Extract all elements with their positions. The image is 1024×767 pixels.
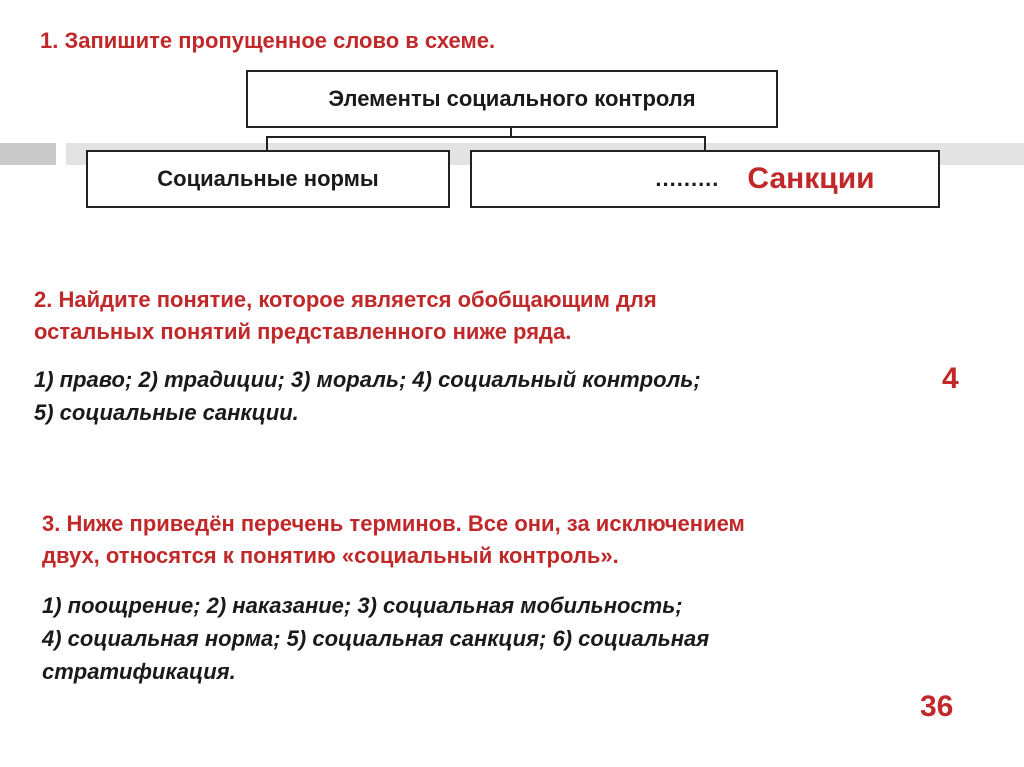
diagram-answer: Санкции [747,162,875,195]
diagram-blank: ......... [655,166,720,191]
question-3-title-line-1: 3. Ниже приведён перечень терминов. Все они, за исключением [42,511,745,536]
question-2-title-line-2: остальных понятий представленного ниже ряда. [34,319,572,344]
question-3-title-line-2: двух, относятся к понятию «социальный контроль». [42,543,619,568]
diagram-right-box [470,150,940,208]
diagram-root-box [246,70,778,128]
question-3-answer: 36 [920,690,954,723]
question-3-options-line-1: 1) поощрение; 2) наказание; 3) социальная мобильность; [42,593,683,618]
question-1-title: 1. Запишите пропущенное слово в схеме. [40,28,496,53]
question-2-options-line-1: 1) право; 2) традиции; 3) мораль; 4) социальный контроль; [34,367,701,392]
question-2-title-line-1: 2. Найдите понятие, которое является обобщающим для [34,287,657,312]
decorative-band-left [0,143,56,165]
question-3-options-line-3: стратификация. [42,659,236,684]
question-2-options-line-2: 5) социальные санкции. [34,400,299,425]
diagram-root-label: Элементы социального контроля [328,86,696,111]
diagram-left-label: Социальные нормы [157,166,379,191]
connector-horizontal [266,136,706,138]
diagram-left-box [86,150,450,208]
question-3-options-line-2: 4) социальная норма; 5) социальная санкция; 6) социальная [42,626,710,651]
question-2-answer: 4 [942,362,959,395]
